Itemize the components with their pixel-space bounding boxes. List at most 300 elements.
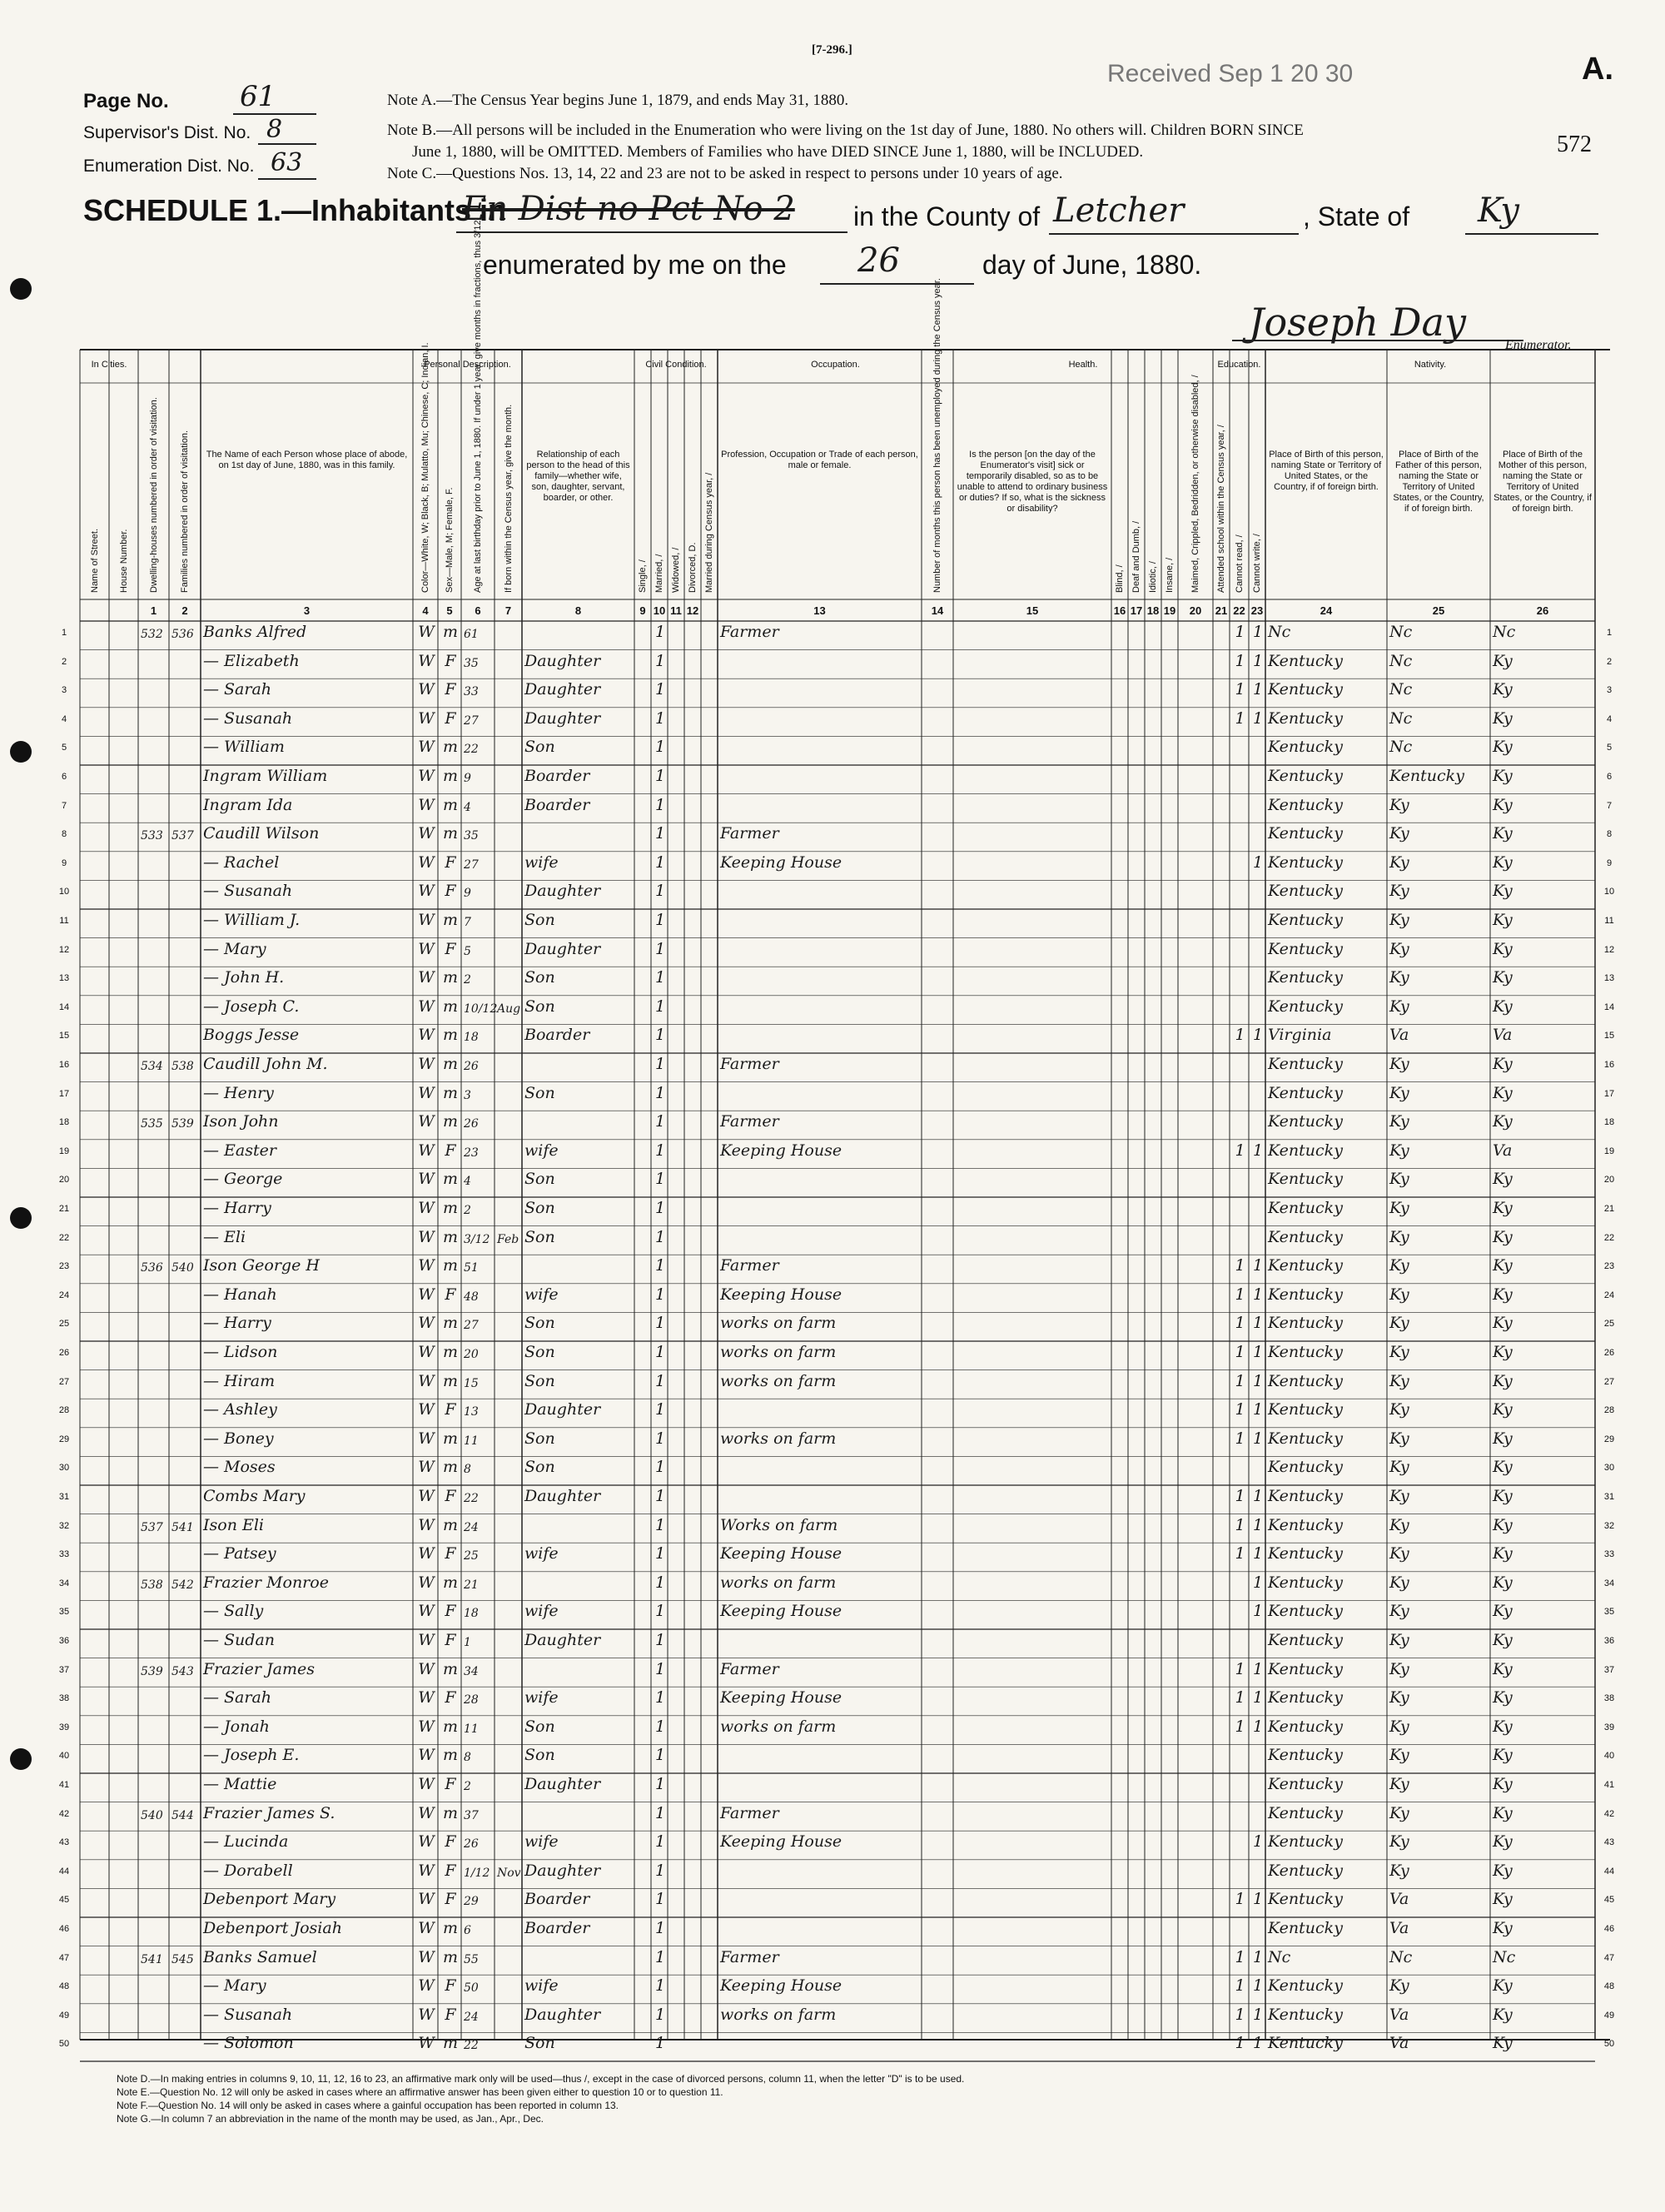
cell-name: — Mary xyxy=(203,1976,266,1996)
supervisor-label: Supervisor's Dist. No. xyxy=(83,123,251,142)
cell-sex: m xyxy=(442,1659,459,1678)
cell-rel: wife xyxy=(524,1285,559,1304)
column-number: 21 xyxy=(1215,604,1228,617)
cell-occ: Farmer xyxy=(720,1256,779,1275)
cell-civ: 1 xyxy=(654,708,666,728)
note-d: Note D.—In making entries in columns 9, 10, 11, 12, 16 to 23, an affirmative mark only will be used—thus /, except in the case of divorced persons, column 11, when the letter "D" is to be used. xyxy=(117,2073,965,2085)
cell-rel: Boarder xyxy=(524,795,590,814)
column-number: 24 xyxy=(1320,604,1333,617)
column-header-c14: Divorced, D. xyxy=(688,542,698,593)
schedule-title: SCHEDULE 1.—Inhabitants in xyxy=(83,193,507,227)
cell-civ: 1 xyxy=(654,680,666,699)
cell-sex: F xyxy=(445,1832,456,1852)
cell-sex: m xyxy=(442,1112,459,1131)
cell-rel: Daughter xyxy=(524,2005,601,2024)
cell-age: 29 xyxy=(464,1895,479,1909)
cell-pob: Kentucky xyxy=(1268,997,1343,1016)
cell-read: 1 xyxy=(1235,1256,1245,1275)
cell-sex: m xyxy=(442,911,459,929)
cell-fob: Ky xyxy=(1389,1170,1409,1189)
cell-color: W xyxy=(418,1487,435,1505)
line-number-right: 46 xyxy=(1603,1924,1615,1934)
cell-color: W xyxy=(418,1746,435,1765)
enumerator-signature: Joseph Day xyxy=(1249,300,1466,345)
cell-write: 1 xyxy=(1252,1400,1264,1419)
column-header-c5: The Name of each Person whose place of abode, on 1st day of June, 1880, was in this family. xyxy=(206,450,408,470)
cell-age: 11 xyxy=(464,1434,479,1448)
cell-mob: Ky xyxy=(1493,1659,1513,1678)
cell-color: W xyxy=(418,1861,435,1880)
column-header-c16: Profession, Occupation or Trade of each person, male or female. xyxy=(721,450,918,470)
cell-age: 18 xyxy=(464,1031,479,1045)
line-number: 34 xyxy=(58,1578,70,1588)
cell-color: W xyxy=(418,1602,435,1621)
line-number: 11 xyxy=(59,916,69,926)
column-number: 8 xyxy=(574,604,582,617)
cell-sex: m xyxy=(442,1256,459,1275)
cell-write: 1 xyxy=(1252,1429,1264,1448)
note-f: Note F.—Question No. 14 will only be asked in cases where a gainful occupation has been reported in column 13. xyxy=(117,2100,619,2111)
cell-fob: Ky xyxy=(1389,1487,1409,1505)
cell-pob: Nc xyxy=(1268,623,1291,641)
cell-dw: 535 xyxy=(141,1117,163,1131)
cell-fob: Ky xyxy=(1389,1976,1409,1996)
enumeration-value: 63 xyxy=(271,148,303,177)
cell-dw: 534 xyxy=(141,1060,163,1073)
group-header-education: Education. xyxy=(1217,360,1261,370)
cell-age: 26 xyxy=(464,1117,479,1131)
cell-color: W xyxy=(418,1285,435,1304)
cell-civ: 1 xyxy=(654,911,666,929)
cell-civ: 1 xyxy=(654,1371,666,1390)
cell-age: 24 xyxy=(464,1520,479,1534)
cell-color: W xyxy=(418,911,435,929)
cell-write: 1 xyxy=(1252,1659,1264,1678)
cell-name: — Ashley xyxy=(203,1400,277,1419)
cell-pob: Kentucky xyxy=(1268,1746,1343,1765)
cell-color: W xyxy=(418,939,435,958)
cell-age: 34 xyxy=(464,1664,479,1678)
day-value: 26 xyxy=(857,241,900,280)
cell-fob: Ky xyxy=(1389,1055,1409,1073)
cell-rel: Daughter xyxy=(524,1631,601,1649)
cell-civ: 1 xyxy=(654,1976,666,1996)
line-number-right: 33 xyxy=(1603,1549,1615,1560)
line-number-right: 24 xyxy=(1603,1290,1615,1300)
cell-mob: Ky xyxy=(1493,2005,1513,2024)
cell-name: Ison Eli xyxy=(203,1515,264,1534)
cell-mob: Ky xyxy=(1493,1832,1513,1852)
cell-pob: Kentucky xyxy=(1268,1919,1343,1937)
column-number: 19 xyxy=(1163,604,1176,617)
line-number-right: 48 xyxy=(1603,1981,1615,1992)
cell-color: W xyxy=(418,1947,435,1966)
cell-color: W xyxy=(418,1112,435,1131)
cell-age: 2 xyxy=(464,1204,471,1217)
cell-pob: Kentucky xyxy=(1268,1458,1343,1477)
cell-mob: Ky xyxy=(1493,1746,1513,1765)
cell-pob: Kentucky xyxy=(1268,1976,1343,1996)
line-number: 16 xyxy=(58,1060,70,1070)
cell-name: — Sarah xyxy=(203,680,272,699)
cell-read: 1 xyxy=(1235,2005,1245,2024)
cell-mob: Ky xyxy=(1493,852,1513,872)
cell-color: W xyxy=(418,852,435,872)
cell-fob: Nc xyxy=(1389,651,1413,670)
line-number-right: 50 xyxy=(1603,2039,1615,2050)
cell-color: W xyxy=(418,1227,435,1246)
cell-sex: m xyxy=(442,1170,459,1189)
cell-mob: Ky xyxy=(1493,708,1513,728)
cell-fob: Nc xyxy=(1389,738,1413,757)
cell-pob: Kentucky xyxy=(1268,651,1343,670)
line-number: 40 xyxy=(58,1751,70,1762)
line-number: 24 xyxy=(58,1290,70,1300)
line-number: 38 xyxy=(58,1693,70,1704)
cell-color: W xyxy=(418,968,435,987)
cell-color: W xyxy=(418,767,435,785)
cell-mob: Ky xyxy=(1493,1775,1513,1793)
cell-occ: Works on farm xyxy=(720,1515,838,1534)
cell-sex: F xyxy=(445,708,456,728)
cell-occ: Farmer xyxy=(720,1947,779,1966)
cell-name: — Sally xyxy=(203,1602,264,1621)
form-number: [7-296.] xyxy=(812,43,852,57)
line-number: 9 xyxy=(61,857,67,868)
cell-name: Debenport Josiah xyxy=(203,1919,342,1937)
cell-name: Frazier James S. xyxy=(203,1803,335,1822)
cell-age: 48 xyxy=(464,1290,479,1304)
cell-civ: 1 xyxy=(654,1170,666,1189)
line-number: 43 xyxy=(58,1837,70,1848)
cell-sex: F xyxy=(445,651,456,670)
cell-civ: 1 xyxy=(654,1573,666,1592)
cell-fob: Ky xyxy=(1389,1515,1409,1534)
line-number-right: 45 xyxy=(1603,1895,1615,1906)
cell-name: — Joseph E. xyxy=(203,1746,300,1765)
cell-age: 33 xyxy=(464,685,479,699)
cell-pob: Kentucky xyxy=(1268,1803,1343,1822)
cell-color: W xyxy=(418,1631,435,1649)
cell-color: W xyxy=(418,1717,435,1736)
cell-color: W xyxy=(418,1458,435,1477)
cell-rel: Daughter xyxy=(524,939,601,958)
cell-age: 51 xyxy=(464,1261,479,1275)
line-number-right: 35 xyxy=(1603,1607,1615,1618)
cell-mob: Ky xyxy=(1493,1199,1513,1217)
note-c: Note C.—Questions Nos. 13, 14, 22 and 23 are not to be asked in respect to persons under 10 years of age. xyxy=(387,165,1063,182)
cell-color: W xyxy=(418,1803,435,1822)
cell-rel: Son xyxy=(524,911,555,929)
cell-civ: 1 xyxy=(654,1861,666,1880)
cell-civ: 1 xyxy=(654,2034,666,2053)
cell-rel: wife xyxy=(524,1602,559,1621)
cell-sex: m xyxy=(442,968,459,987)
column-header-c15: Married during Census year, / xyxy=(704,472,714,593)
cell-write: 1 xyxy=(1252,1947,1264,1966)
cell-fob: Ky xyxy=(1389,1227,1409,1246)
cell-write: 1 xyxy=(1252,1515,1264,1534)
cell-fob: Ky xyxy=(1389,968,1409,987)
line-number: 44 xyxy=(58,1866,70,1876)
cell-read: 1 xyxy=(1235,2034,1245,2053)
cell-color: W xyxy=(418,1314,435,1333)
cell-civ: 1 xyxy=(654,1285,666,1304)
cell-age: 2 xyxy=(464,973,471,987)
cell-occ: Keeping House xyxy=(720,852,842,872)
cell-sex: m xyxy=(442,1314,459,1333)
cell-read: 1 xyxy=(1235,1026,1245,1045)
cell-fob: Ky xyxy=(1389,1659,1409,1678)
cell-write: 1 xyxy=(1252,708,1264,728)
cell-color: W xyxy=(418,1890,435,1909)
cell-fob: Ky xyxy=(1389,882,1409,901)
cell-civ: 1 xyxy=(654,1631,666,1649)
line-number-right: 37 xyxy=(1603,1664,1615,1675)
cell-age: 22 xyxy=(464,2039,479,2053)
cell-civ: 1 xyxy=(654,1688,666,1707)
cell-pob: Kentucky xyxy=(1268,1717,1343,1736)
cell-mob: Ky xyxy=(1493,680,1513,699)
cell-write: 1 xyxy=(1252,1256,1264,1275)
cell-sex: F xyxy=(445,1775,456,1793)
cell-rel: wife xyxy=(524,852,559,872)
cell-rel: Son xyxy=(524,1371,555,1390)
cell-civ: 1 xyxy=(654,1141,666,1160)
cell-age: 24 xyxy=(464,2010,479,2024)
cell-fob: Ky xyxy=(1389,1343,1409,1361)
cell-name: Banks Samuel xyxy=(203,1947,317,1966)
cell-sex: m xyxy=(442,1227,459,1246)
cell-rel: Daughter xyxy=(524,680,601,699)
cell-read: 1 xyxy=(1235,623,1245,641)
line-number: 14 xyxy=(58,1002,70,1012)
cell-fob: Nc xyxy=(1389,708,1413,728)
cell-age: 10/12 xyxy=(464,1002,498,1016)
cell-age: 7 xyxy=(464,916,471,929)
cell-write: 1 xyxy=(1252,1976,1264,1996)
column-header-c19: Blind, / xyxy=(1115,564,1125,593)
line-number-right: 14 xyxy=(1603,1002,1615,1012)
cell-fam: 541 xyxy=(171,1520,194,1534)
cell-read: 1 xyxy=(1235,680,1245,699)
cell-pob: Kentucky xyxy=(1268,968,1343,987)
cell-rel: Son xyxy=(524,1227,555,1246)
cell-occ: Keeping House xyxy=(720,1976,842,1996)
column-header-c6: Color—White, W; Black, B; Mulatto, Mu; Chinese, C; Indian, I. xyxy=(420,342,430,593)
line-number: 20 xyxy=(58,1175,70,1186)
cell-pob: Kentucky xyxy=(1268,1659,1343,1678)
line-number-right: 44 xyxy=(1603,1866,1615,1876)
county-value: Letcher xyxy=(1053,191,1185,230)
cell-civ: 1 xyxy=(654,1256,666,1275)
cell-age: 61 xyxy=(464,628,479,641)
column-header-c10: Relationship of each person to the head of this family—whether wife, son, daughter, servant, boarder, or other. xyxy=(526,450,630,503)
cell-civ: 1 xyxy=(654,1602,666,1621)
cell-write: 1 xyxy=(1252,1026,1264,1045)
line-number-right: 43 xyxy=(1603,1837,1615,1848)
line-number: 47 xyxy=(58,1952,70,1963)
line-number-right: 40 xyxy=(1603,1751,1615,1762)
column-number: 23 xyxy=(1250,604,1264,617)
column-number: 10 xyxy=(653,604,666,617)
cell-sex: m xyxy=(442,1515,459,1534)
cell-civ: 1 xyxy=(654,1717,666,1736)
cell-occ: Farmer xyxy=(720,1803,779,1822)
cell-rel: Son xyxy=(524,997,555,1016)
cell-rel: Son xyxy=(524,1343,555,1361)
cell-write: 1 xyxy=(1252,651,1264,670)
cell-dw: 536 xyxy=(141,1261,163,1275)
supervisor-value: 8 xyxy=(266,115,283,144)
cell-read: 1 xyxy=(1235,1659,1245,1678)
cell-age: 3 xyxy=(464,1088,471,1102)
cell-pob: Kentucky xyxy=(1268,1314,1343,1333)
cell-age: 18 xyxy=(464,1607,479,1621)
cell-occ: Keeping House xyxy=(720,1141,842,1160)
cell-fob: Ky xyxy=(1389,1429,1409,1448)
line-number-right: 17 xyxy=(1603,1088,1615,1099)
cell-age: 4 xyxy=(464,800,471,814)
cell-pob: Kentucky xyxy=(1268,1631,1343,1649)
cell-age: 15 xyxy=(464,1376,479,1390)
cell-color: W xyxy=(418,1400,435,1419)
line-number-right: 38 xyxy=(1603,1693,1615,1704)
cell-read: 1 xyxy=(1235,1141,1245,1160)
cell-civ: 1 xyxy=(654,1890,666,1909)
column-number: 17 xyxy=(1130,604,1143,617)
cell-fob: Ky xyxy=(1389,1717,1409,1736)
line-number: 36 xyxy=(58,1636,70,1646)
cell-rel: Son xyxy=(524,1083,555,1102)
line-number: 25 xyxy=(58,1319,70,1330)
cell-mob: Ky xyxy=(1493,911,1513,929)
cell-color: W xyxy=(418,1976,435,1996)
cell-color: W xyxy=(418,651,435,670)
column-header-c18: Is the person [on the day of the Enumerator's visit] sick or temporarily disabled, so as to be unable to attend to ordinary business or duties? If so, what is the sickness or disability? xyxy=(957,450,1108,514)
column-header-c3: Dwelling-houses numbered in order of visitation. xyxy=(148,397,159,593)
cell-rel: Daughter xyxy=(524,1400,601,1419)
cell-sex: F xyxy=(445,1861,456,1880)
cell-color: W xyxy=(418,1832,435,1852)
line-number: 19 xyxy=(58,1146,70,1156)
cell-mob: Ky xyxy=(1493,1515,1513,1534)
received-stamp: Received Sep 1 20 30 xyxy=(1107,60,1354,87)
line-number-right: 32 xyxy=(1603,1520,1615,1531)
cell-name: — Easter xyxy=(203,1141,276,1160)
line-number-right: 18 xyxy=(1603,1117,1615,1128)
cell-pob: Kentucky xyxy=(1268,1400,1343,1419)
line-number: 48 xyxy=(58,1981,70,1992)
cell-mob: Ky xyxy=(1493,1400,1513,1419)
cell-sex: m xyxy=(442,1717,459,1736)
cell-rel: wife xyxy=(524,1976,559,1996)
column-header-c25: Cannot read, / xyxy=(1234,534,1245,593)
cell-dw: 537 xyxy=(141,1520,163,1534)
cell-mob: Ky xyxy=(1493,1602,1513,1621)
line-number-right: 5 xyxy=(1606,743,1613,753)
cell-rel: Daughter xyxy=(524,1775,601,1793)
line-number-right: 22 xyxy=(1603,1232,1615,1243)
cell-rel: Son xyxy=(524,2034,555,2053)
cell-pob: Kentucky xyxy=(1268,824,1343,843)
cell-mob: Ky xyxy=(1493,1055,1513,1073)
line-number-right: 34 xyxy=(1603,1578,1615,1588)
cell-civ: 1 xyxy=(654,939,666,958)
cell-mob: Ky xyxy=(1493,1227,1513,1246)
cell-name: — Henry xyxy=(203,1083,274,1102)
cell-fob: Ky xyxy=(1389,1631,1409,1649)
cell-age: 28 xyxy=(464,1693,479,1707)
line-number: 49 xyxy=(58,2010,70,2021)
cell-fob: Ky xyxy=(1389,1256,1409,1275)
cell-read: 1 xyxy=(1235,1717,1245,1736)
cell-pob: Kentucky xyxy=(1268,1602,1343,1621)
cell-occ: Keeping House xyxy=(720,1832,842,1852)
cell-sex: F xyxy=(445,1976,456,1996)
cell-civ: 1 xyxy=(654,1343,666,1361)
cell-write: 1 xyxy=(1252,1371,1264,1390)
column-header-c23: Maimed, Crippled, Bedridden, or otherwise disabled, / xyxy=(1190,375,1200,593)
cell-fam: 537 xyxy=(171,829,194,843)
cell-civ: 1 xyxy=(654,1083,666,1102)
cell-civ: 1 xyxy=(654,623,666,641)
cell-write: 1 xyxy=(1252,1544,1264,1563)
line-number-right: 49 xyxy=(1603,2010,1615,2021)
line-number: 41 xyxy=(58,1780,70,1790)
cell-fob: Ky xyxy=(1389,1861,1409,1880)
cell-name: — William xyxy=(203,738,285,757)
line-number-right: 23 xyxy=(1603,1261,1615,1272)
cell-name: — Moses xyxy=(203,1458,276,1477)
cell-fob: Ky xyxy=(1389,997,1409,1016)
cell-occ: works on farm xyxy=(720,1371,837,1390)
line-number: 4 xyxy=(61,713,67,724)
cell-occ: Farmer xyxy=(720,623,779,641)
cell-color: W xyxy=(418,1429,435,1448)
column-header-c17: Number of months this person has been unemployed during the Census year. xyxy=(932,278,942,593)
line-number-right: 1 xyxy=(1606,628,1613,638)
cell-rel: Daughter xyxy=(524,1487,601,1505)
line-number-right: 4 xyxy=(1606,713,1613,724)
cell-fob: Ky xyxy=(1389,1141,1409,1160)
column-number: 6 xyxy=(475,604,481,617)
cell-age: 11 xyxy=(464,1722,479,1736)
cell-fob: Ky xyxy=(1389,1544,1409,1563)
cell-mob: Nc xyxy=(1493,1947,1516,1966)
cell-write: 1 xyxy=(1252,1314,1264,1333)
cell-sex: m xyxy=(442,824,459,843)
column-header-c27: Place of Birth of this person, naming State or Territory of United States, or the Country, if of foreign birth. xyxy=(1269,450,1384,492)
cell-write: 1 xyxy=(1252,1688,1264,1707)
cell-write: 1 xyxy=(1252,2034,1264,2053)
cell-name: — George xyxy=(203,1170,283,1189)
column-header-c22: Insane, / xyxy=(1165,557,1175,593)
cell-civ: 1 xyxy=(654,1055,666,1073)
cell-name: — Sudan xyxy=(203,1631,276,1649)
cell-name: — Susanah xyxy=(203,882,293,901)
line-number: 15 xyxy=(58,1031,70,1041)
cell-rel: Boarder xyxy=(524,1919,590,1937)
cell-fob: Va xyxy=(1389,1026,1409,1045)
cell-sex: m xyxy=(442,1055,459,1073)
column-header-c20: Deaf and Dumb, / xyxy=(1131,520,1141,593)
cell-sex: m xyxy=(442,767,459,785)
cell-fob: Nc xyxy=(1389,1947,1413,1966)
line-number-right: 42 xyxy=(1603,1808,1615,1819)
line-number-right: 19 xyxy=(1603,1146,1615,1156)
cell-name: — Patsey xyxy=(203,1544,276,1563)
